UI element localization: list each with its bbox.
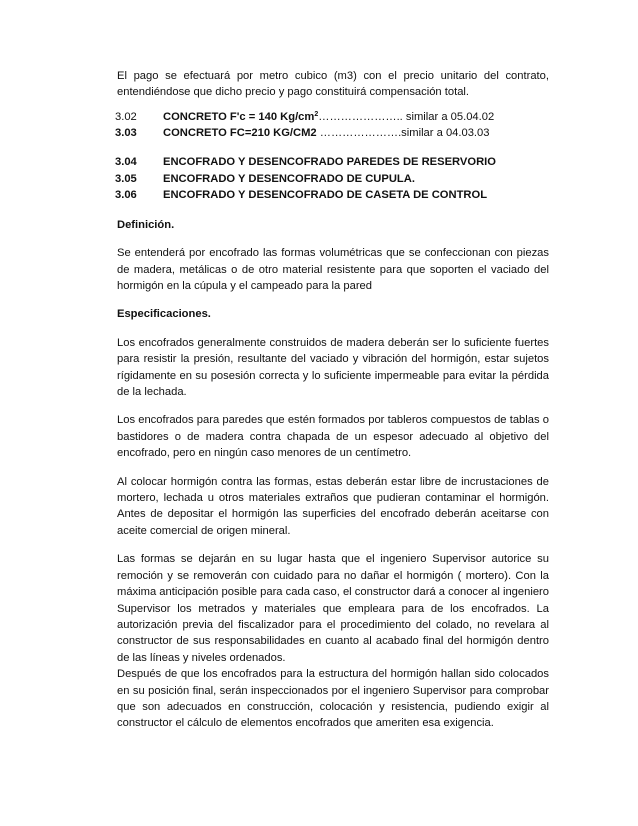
- especificaciones-paragraph: Los encofrados para paredes que estén formados por tableros compuestos de tablas o bastidores o de madera contra chapada de un espesor adecuado al objetivo del encofrado, pero en ningún caso menores de un centímetro.: [117, 414, 549, 460]
- item-label-superscript: 2: [314, 110, 319, 118]
- item-number: 3.04: [115, 156, 137, 168]
- item-label: ENCOFRADO Y DESENCOFRADO DE CASETA DE CONTROL: [163, 189, 488, 202]
- item-number: 3.05: [115, 172, 137, 185]
- item-number: 3.03: [115, 127, 137, 140]
- item-number: 3.06: [115, 189, 137, 202]
- especificaciones-paragraph: Después de que los encofrados para la estructura del hormigón hallan sido colocados en su posición final, serán inspeccionados por el ingeniero Supervisor para comprobar que son adecuados en construcción, colocación y resistencia, pudiendo exigir al constructor el cálculo de elementos encofrados que ameriten esa exigencia.: [117, 668, 549, 730]
- item-label-tail: ………………….similar a 04.03.03: [316, 127, 490, 140]
- item-row: [115, 154, 555, 171]
- definicion-section: [117, 217, 549, 295]
- item-label-tail: ………………….. similar a 05.04.02: [318, 110, 495, 123]
- intro-paragraph: El pago se efectuará por metro cubico (m3) con el precio unitario del contrato, entendiéndose que dicho precio y pago constituirá compensación total.: [117, 70, 549, 99]
- item-label: ENCOFRADO Y DESENCOFRADO DE CUPULA.: [163, 172, 415, 185]
- item-list-encofrado: [115, 154, 555, 204]
- especificaciones-paragraph: Al colocar hormigón contra las formas, estas deberán estar libre de incrustaciones de mortero, lechada u otros materiales extraños que pudieran contaminar el hormigón. Antes de depositar el hormigón las superficies del encofrado deberán aceitarse con aceite comercial de origen mineral.: [117, 475, 549, 537]
- section-heading-especificaciones: Especificaciones.: [117, 308, 211, 321]
- item-row: [115, 109, 555, 126]
- item-label-main: CONCRETO F'c = 140 Kg/cm: [163, 110, 315, 123]
- item-label: [163, 125, 555, 142]
- item-list-concreto: [115, 109, 555, 142]
- item-label: [163, 109, 555, 126]
- intro-block: [117, 68, 549, 101]
- item-row: [115, 171, 555, 188]
- especificaciones-paragraph: Los encofrados generalmente construidos de madera deberán ser lo suficiente fuertes para resistir la presión, resultante del vaciado y vibración del hormigón, estar sujetos rígidamente en su posesión correcta y lo suficiente impermeable para evitar la pérdida de la lechada.: [117, 336, 549, 399]
- section-heading-definicion: Definición.: [117, 218, 175, 231]
- item-label-main: CONCRETO FC=210 KG/CM2: [163, 127, 317, 140]
- item-number: 3.02: [115, 110, 137, 123]
- item-row: [115, 187, 555, 204]
- especificaciones-paragraph: Las formas se dejarán en su lugar hasta que el ingeniero Supervisor autorice su remoción y se removerán con cuidado para no dañar el hormigón ( mortero). Con la máxima anticipación posible para cada caso, el constructor dará a conocer al ingeniero Supervisor los metrados y materiales que empleara para de los encofrados. La autorización previa del fiscalizador para el procedimiento del colado, no revelara al constructor de sus responsabilidades en cuanto al acabado final del hormigón dentro de las líneas y niveles ordenados.: [117, 553, 549, 664]
- definicion-paragraph: Se entenderá por encofrado las formas volumétricas que se confeccionan con piezas de madera, metálicas o de otro material resistente para que soporten el vaciado del hormigón en la cúpula y el campeado para la pared: [117, 247, 549, 292]
- item-label: ENCOFRADO Y DESENCOFRADO PAREDES DE RESERVORIO: [163, 156, 496, 168]
- especificaciones-section: [117, 306, 549, 731]
- item-row: [115, 125, 555, 142]
